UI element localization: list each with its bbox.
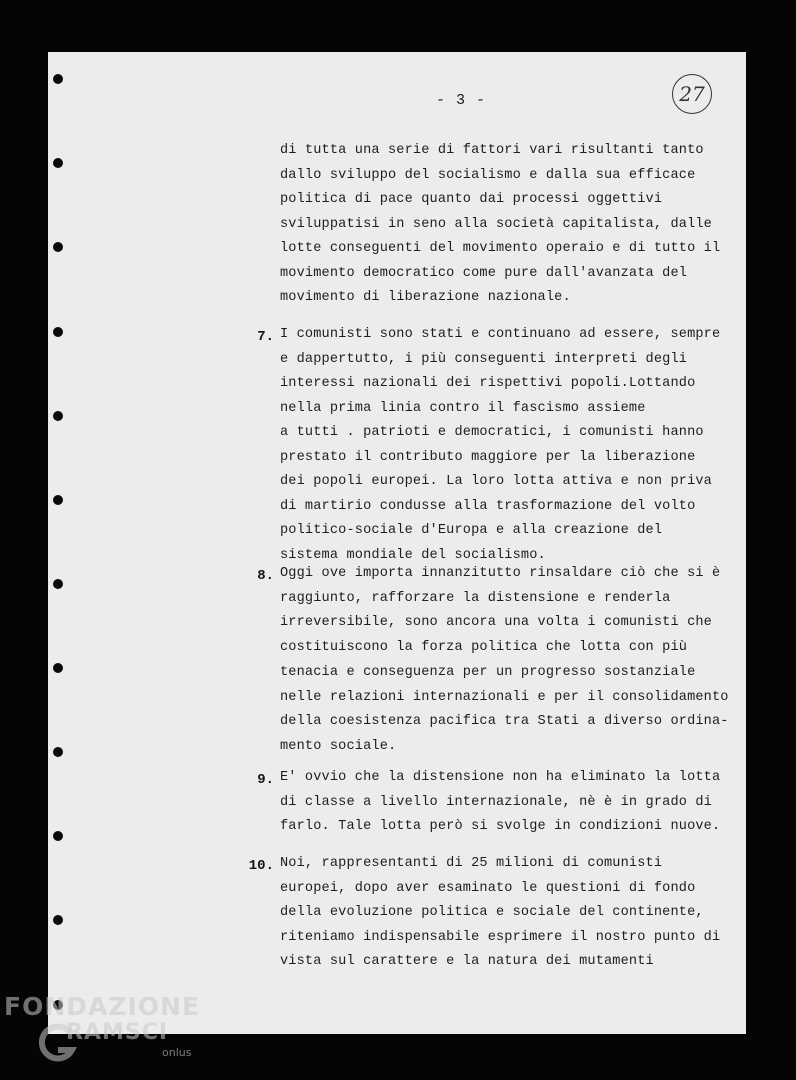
text-line: I comunisti sono stati e continuano ad essere, sempre (280, 327, 721, 342)
text-line: di martirio condusse alla trasformazione del volto (280, 498, 696, 514)
text-line: europei, dopo aver esaminato le questioni di fondo (280, 880, 696, 896)
text-line: Oggi ove importa innanzitutto rinsaldare ciò che si è (280, 566, 721, 581)
text-line: raggiunto, rafforzare la distensione e renderla (280, 590, 671, 606)
text-line: movimento di liberazione nazionale. (280, 290, 571, 305)
text-line: nelle relazioni internazionali e per il consolidamento (280, 689, 729, 705)
punch-hole (53, 158, 63, 168)
text-line: sviluppatisi in seno alla società capitalista, dalle (280, 216, 712, 232)
text-line: della coesistenza pacifica tra Stati a diverso ordina- (280, 714, 729, 730)
text-line: irreversibile, sono ancora una volta i comunisti che (280, 615, 712, 631)
text-line: sistema mondiale del socialismo. (280, 547, 546, 563)
text-line: politica di pace quanto dai processi oggettivi (280, 192, 663, 207)
text-line: dallo sviluppo del socialismo e dalla sua efficace (280, 167, 696, 183)
text-line: tenacia e conseguenza per un progresso sostanziale (280, 664, 696, 680)
text-line: dei popoli europei. La loro lotta attiva e non priva (280, 474, 712, 489)
text-line: vista sul carattere e la natura dei mutamenti (280, 954, 654, 969)
text-line: movimento democratico come pure dall'avanzata del (280, 265, 688, 281)
punch-hole (53, 747, 63, 757)
text-line: mento sociale. (280, 738, 397, 754)
punch-hole (53, 831, 63, 841)
paragraph-number: 9. (257, 772, 274, 788)
text-line: costituiscono la forza politica che lotta con più (280, 640, 688, 656)
text-line: della evoluzione politica e sociale del continente, (280, 905, 704, 920)
text-line: di tutta una serie di fattori vari risultanti tanto (280, 143, 704, 158)
text-line: E' ovvio che la distensione non ha eliminato la lotta (280, 770, 721, 785)
foundation-watermark (2, 990, 202, 1070)
text-line: lotte conseguenti del movimento operaio e di tutto il (280, 241, 721, 256)
watermark-line-2: RAMSCI (66, 1020, 169, 1045)
punch-hole (53, 495, 63, 505)
punch-hole (53, 327, 63, 337)
page-number: - 3 - (436, 92, 487, 109)
punch-hole (53, 74, 63, 84)
text-line: prestato il contributo maggiore per la liberazione (280, 449, 696, 465)
punch-hole (53, 411, 63, 421)
paragraph-number: 10. (248, 858, 274, 874)
paragraph-number: 7. (257, 329, 274, 345)
archive-number-stamp: 27 (672, 74, 712, 114)
text-line: e dappertutto, i più conseguenti interpreti degli (280, 351, 688, 367)
text-line: riteniamo indispensabile esprimere il nostro punto di (280, 929, 721, 945)
punch-hole (53, 579, 63, 589)
paragraph-number: 8. (257, 568, 274, 584)
text-line: interessi nazionali dei rispettivi popoli.Lottando (280, 376, 696, 391)
text-line: Noi, rappresentanti di 25 milioni di comunisti (280, 856, 663, 871)
text-line: a tutti . patrioti e democratici, i comunisti hanno (280, 425, 704, 440)
punch-hole (53, 663, 63, 673)
punch-hole (53, 915, 63, 925)
text-line: di classe a livello internazionale, nè è in grado di (280, 794, 712, 810)
watermark-line-1: FONDAZIONE (4, 992, 201, 1021)
document-page (48, 52, 746, 1034)
watermark-suffix: onlus (162, 1046, 192, 1059)
punch-hole (53, 242, 63, 252)
text-line: farlo. Tale lotta però si svolge in condizioni nuove. (280, 819, 721, 834)
text-line: politico-sociale d'Europa e alla creazione del (280, 523, 663, 538)
text-line: nella prima linia contro il fascismo assieme (280, 400, 646, 416)
